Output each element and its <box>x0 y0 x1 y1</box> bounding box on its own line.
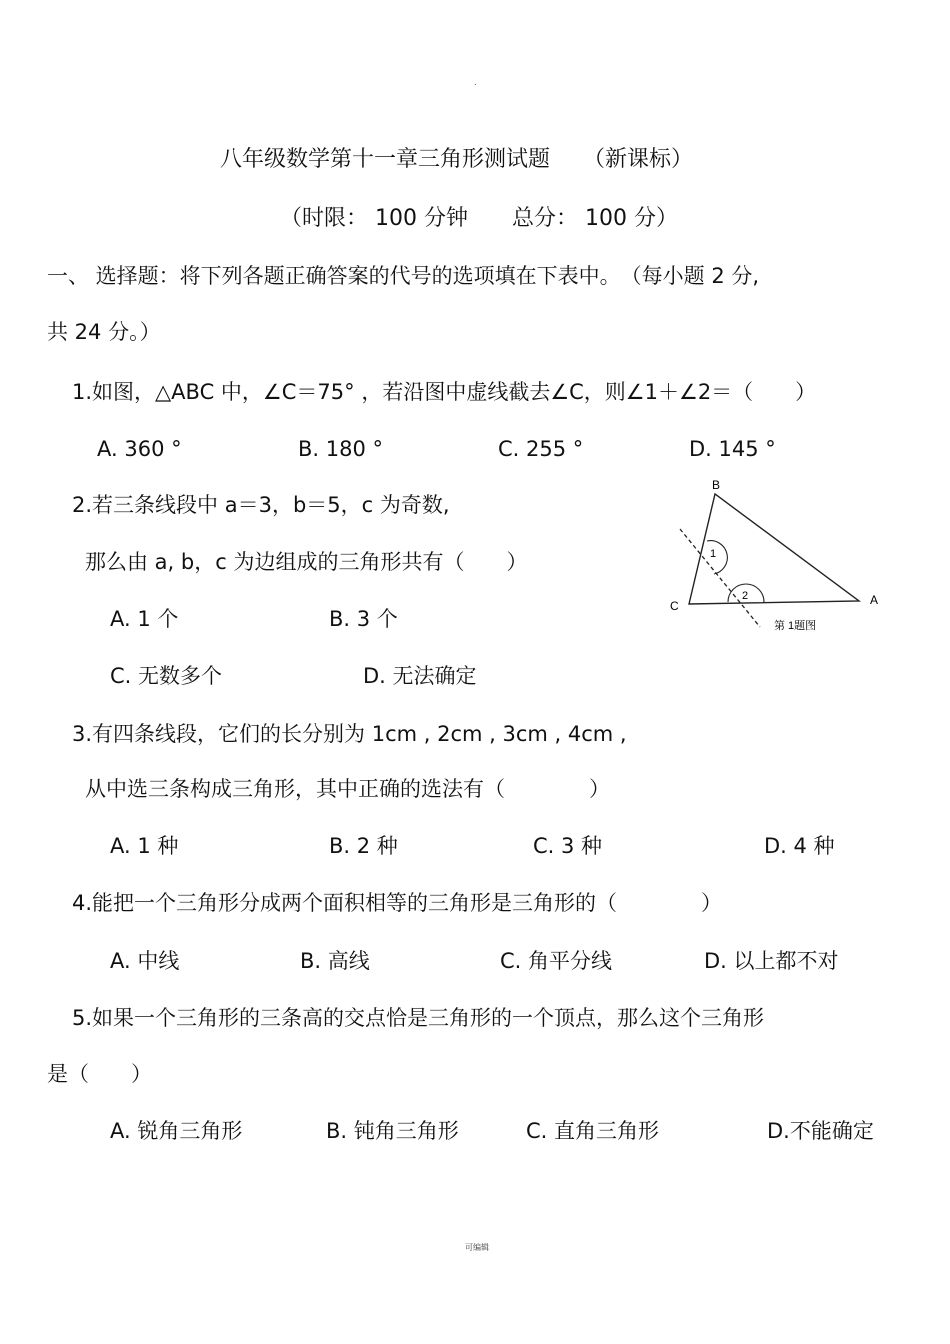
question-1-stem: 1.如图，△ABC 中，∠C＝75° ，若沿图中虚线截去∠C，则∠1＋∠2＝（ ） <box>72 380 817 404</box>
q4-option-d: D. 以上都不对 <box>704 949 839 973</box>
q5-option-b: B. 钝角三角形 <box>326 1119 459 1143</box>
angle-1-label: 1 <box>710 548 717 560</box>
question-4-stem: 4.能把一个三角形分成两个面积相等的三角形是三角形的（ ） <box>72 891 723 915</box>
footer-text: 可编辑 <box>465 1243 489 1252</box>
q1-option-c: C. 255 ° <box>498 437 584 461</box>
q3-option-c: C. 3 种 <box>533 834 603 858</box>
q4-option-a: A. 中线 <box>110 949 180 973</box>
page-subtitle: （时限： 100 分钟 总分： 100 分） <box>280 206 678 231</box>
question-5-stem-cont: 是（ ） <box>47 1062 152 1086</box>
question-2-stem-cont: 那么由 a, b，c 为边组成的三角形共有（ ） <box>85 550 528 574</box>
vertex-a-label: A <box>870 593 879 607</box>
q3-option-a: A. 1 种 <box>110 834 179 858</box>
section-heading-cont: 共 24 分。） <box>47 320 161 344</box>
vertex-b-label: B <box>712 478 721 492</box>
angle-2-label: 2 <box>742 590 749 602</box>
top-dot: . <box>474 78 477 87</box>
q4-option-c: C. 角平分线 <box>500 949 613 973</box>
q2-option-d: D. 无法确定 <box>363 664 477 688</box>
vertex-c-label: C <box>670 599 679 613</box>
q2-option-b: B. 3 个 <box>329 607 398 631</box>
q3-option-b: B. 2 种 <box>329 834 398 858</box>
question-2-stem: 2.若三条线段中 a＝3，b＝5，c 为奇数, <box>72 493 450 517</box>
q1-option-a: A. 360 ° <box>97 437 182 461</box>
q2-option-a: A. 1 个 <box>110 607 179 631</box>
question-3-stem: 3.有四条线段，它们的长分别为 1cm , 2cm , 3cm , 4cm , <box>72 722 627 746</box>
figure-caption: 第 1题图 <box>774 620 817 632</box>
q4-option-b: B. 高线 <box>300 949 370 973</box>
question-5-stem: 5.如果一个三角形的三条高的交点恰是三角形的一个顶点，那么这个三角形 <box>72 1006 765 1030</box>
q1-option-d: D. 145 ° <box>689 437 776 461</box>
q5-option-c: C. 直角三角形 <box>526 1119 660 1143</box>
q2-option-c: C. 无数多个 <box>110 664 223 688</box>
question-3-stem-cont: 从中选三条构成三角形，其中正确的选法有（ ） <box>85 777 610 801</box>
triangle-figure <box>660 472 890 642</box>
q1-option-b: B. 180 ° <box>298 437 384 461</box>
q3-option-d: D. 4 种 <box>764 834 835 858</box>
q5-option-a: A. 锐角三角形 <box>110 1119 243 1143</box>
page-title: 八年级数学第十一章三角形测试题 （新课标） <box>220 147 694 172</box>
q5-option-d: D.不能确定 <box>767 1119 874 1143</box>
section-heading: 一、 选择题：将下列各题正确答案的代号的选项填在下表中。 （每小题 2 分, <box>47 264 760 288</box>
